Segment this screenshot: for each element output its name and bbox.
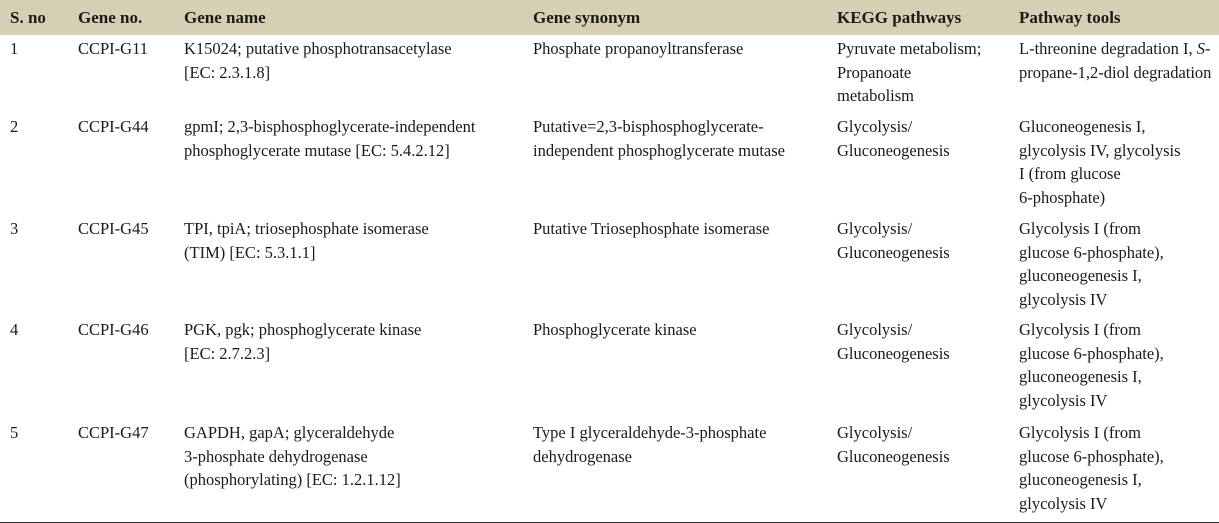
- header-sno: S. no: [10, 7, 46, 27]
- line: Glycolysis/: [837, 320, 913, 339]
- line: Glycolysis/: [837, 117, 913, 136]
- line: Glycolysis I (from: [1019, 219, 1141, 238]
- line: glucose 6-phosphate),: [1019, 242, 1164, 262]
- line: glycolysis IV, glycolysis: [1019, 140, 1181, 160]
- line: 6-phosphate): [1019, 187, 1106, 207]
- line: [EC: 2.3.1.8]: [184, 62, 271, 82]
- cell-gene-no: CCPI-G45: [78, 219, 149, 238]
- pathway-text-italic: S: [1196, 39, 1206, 58]
- pathway-text-pre: L-threonine degradation I,: [1019, 39, 1197, 58]
- line: dehydrogenase: [533, 446, 632, 466]
- cell-synonym: [533, 419, 837, 523]
- cell-synonym: [533, 35, 837, 113]
- cell-kegg: [837, 215, 1019, 316]
- cell-kegg: [837, 316, 1019, 419]
- header-pathway-tools: Pathway tools: [1019, 7, 1121, 27]
- line: gluconeogenesis I,: [1019, 470, 1142, 489]
- line: 3-phosphate dehydrogenase: [184, 446, 368, 466]
- table-row: [0, 113, 1219, 215]
- line: K15024; putative phosphotransacetylase: [184, 39, 452, 58]
- table-row: [0, 419, 1219, 523]
- cell-gene-name: [184, 419, 533, 523]
- line: gluconeogenesis I,: [1019, 266, 1142, 285]
- line: TPI, tpiA; triosephosphate isomerase: [184, 219, 429, 238]
- line: glycolysis IV: [1019, 493, 1108, 513]
- header-gene-synonym: Gene synonym: [533, 7, 641, 27]
- line: phosphoglycerate mutase [EC: 5.4.2.12]: [184, 140, 450, 160]
- cell-gene-name: [184, 35, 533, 113]
- cell-sno: 2: [10, 117, 19, 136]
- cell-sno: 1: [10, 39, 19, 58]
- header-gene-name: Gene name: [184, 7, 266, 27]
- line: Pyruvate metabolism;: [837, 39, 982, 58]
- line: (phosphorylating) [EC: 1.2.1.12]: [184, 470, 401, 489]
- line: GAPDH, gapA; glyceraldehyde: [184, 423, 395, 442]
- cell-sno: 5: [0, 419, 78, 523]
- line: Gluconeogenesis I,: [1019, 117, 1146, 136]
- cell-synonym: [533, 316, 837, 419]
- line: Putative Triosephosphate isomerase: [533, 219, 770, 238]
- line: Gluconeogenesis: [837, 446, 950, 466]
- line: Gluconeogenesis: [837, 140, 950, 160]
- cell-pathway: [1019, 215, 1219, 316]
- cell-gene-no: CCPI-G11: [78, 39, 148, 58]
- cell-kegg: [837, 35, 1019, 113]
- line: (TIM) [EC: 5.3.1.1]: [184, 242, 316, 262]
- line: metabolism: [837, 86, 914, 105]
- line: Propanoate: [837, 62, 912, 82]
- table-row: [0, 35, 1219, 113]
- line: I (from glucose: [1019, 164, 1121, 183]
- cell-sno: 4: [10, 320, 19, 339]
- line: gpmI; 2,3-bisphosphoglycerate-independent: [184, 117, 476, 136]
- line: Glycolysis I (from: [1019, 423, 1141, 442]
- cell-gene-name: [184, 215, 533, 316]
- cell-pathway: [1019, 35, 1219, 113]
- cell-sno: 3: [10, 219, 19, 238]
- line: Glycolysis I (from: [1019, 320, 1141, 339]
- cell-kegg: [837, 419, 1019, 523]
- line: glycolysis IV: [1019, 390, 1108, 410]
- line: glycolysis IV: [1019, 289, 1108, 309]
- header-kegg-pathways: KEGG pathways: [837, 7, 962, 27]
- cell-gene-name: [184, 316, 533, 419]
- line: Glycolysis/: [837, 423, 913, 442]
- cell-gene-no: CCPI-G47: [78, 419, 184, 523]
- line: Putative=2,3-bisphosphoglycerate-: [533, 117, 764, 136]
- line: Phosphate propanoyltransferase: [533, 39, 744, 58]
- cell-gene-name: [184, 113, 533, 215]
- header-gene-no: Gene no.: [78, 7, 143, 27]
- line: Glycolysis/: [837, 219, 913, 238]
- cell-gene-no: CCPI-G46: [78, 320, 149, 339]
- line: glucose 6-phosphate),: [1019, 446, 1164, 466]
- table-header-row: [0, 0, 1219, 35]
- pathway-text-post: -propane-1,2-diol degradation: [1019, 39, 1212, 82]
- line: glucose 6-phosphate),: [1019, 343, 1164, 363]
- line: Gluconeogenesis: [837, 343, 950, 363]
- cell-synonym: [533, 113, 837, 215]
- line: PGK, pgk; phosphoglycerate kinase: [184, 320, 422, 339]
- cell-synonym: [533, 215, 837, 316]
- line: Phosphoglycerate kinase: [533, 320, 697, 339]
- cell-pathway: [1019, 419, 1219, 523]
- cell-pathway: [1019, 316, 1219, 419]
- line: independent phosphoglycerate mutase: [533, 140, 786, 160]
- line: [EC: 2.7.2.3]: [184, 343, 271, 363]
- table-row: [0, 215, 1219, 316]
- line: Gluconeogenesis: [837, 242, 950, 262]
- cell-kegg: [837, 113, 1019, 215]
- cell-gene-no: CCPI-G44: [78, 117, 149, 136]
- line: Type I glyceraldehyde-3-phosphate: [533, 423, 767, 442]
- cell-pathway: [1019, 113, 1219, 215]
- table-row: [0, 316, 1219, 419]
- line: gluconeogenesis I,: [1019, 367, 1142, 386]
